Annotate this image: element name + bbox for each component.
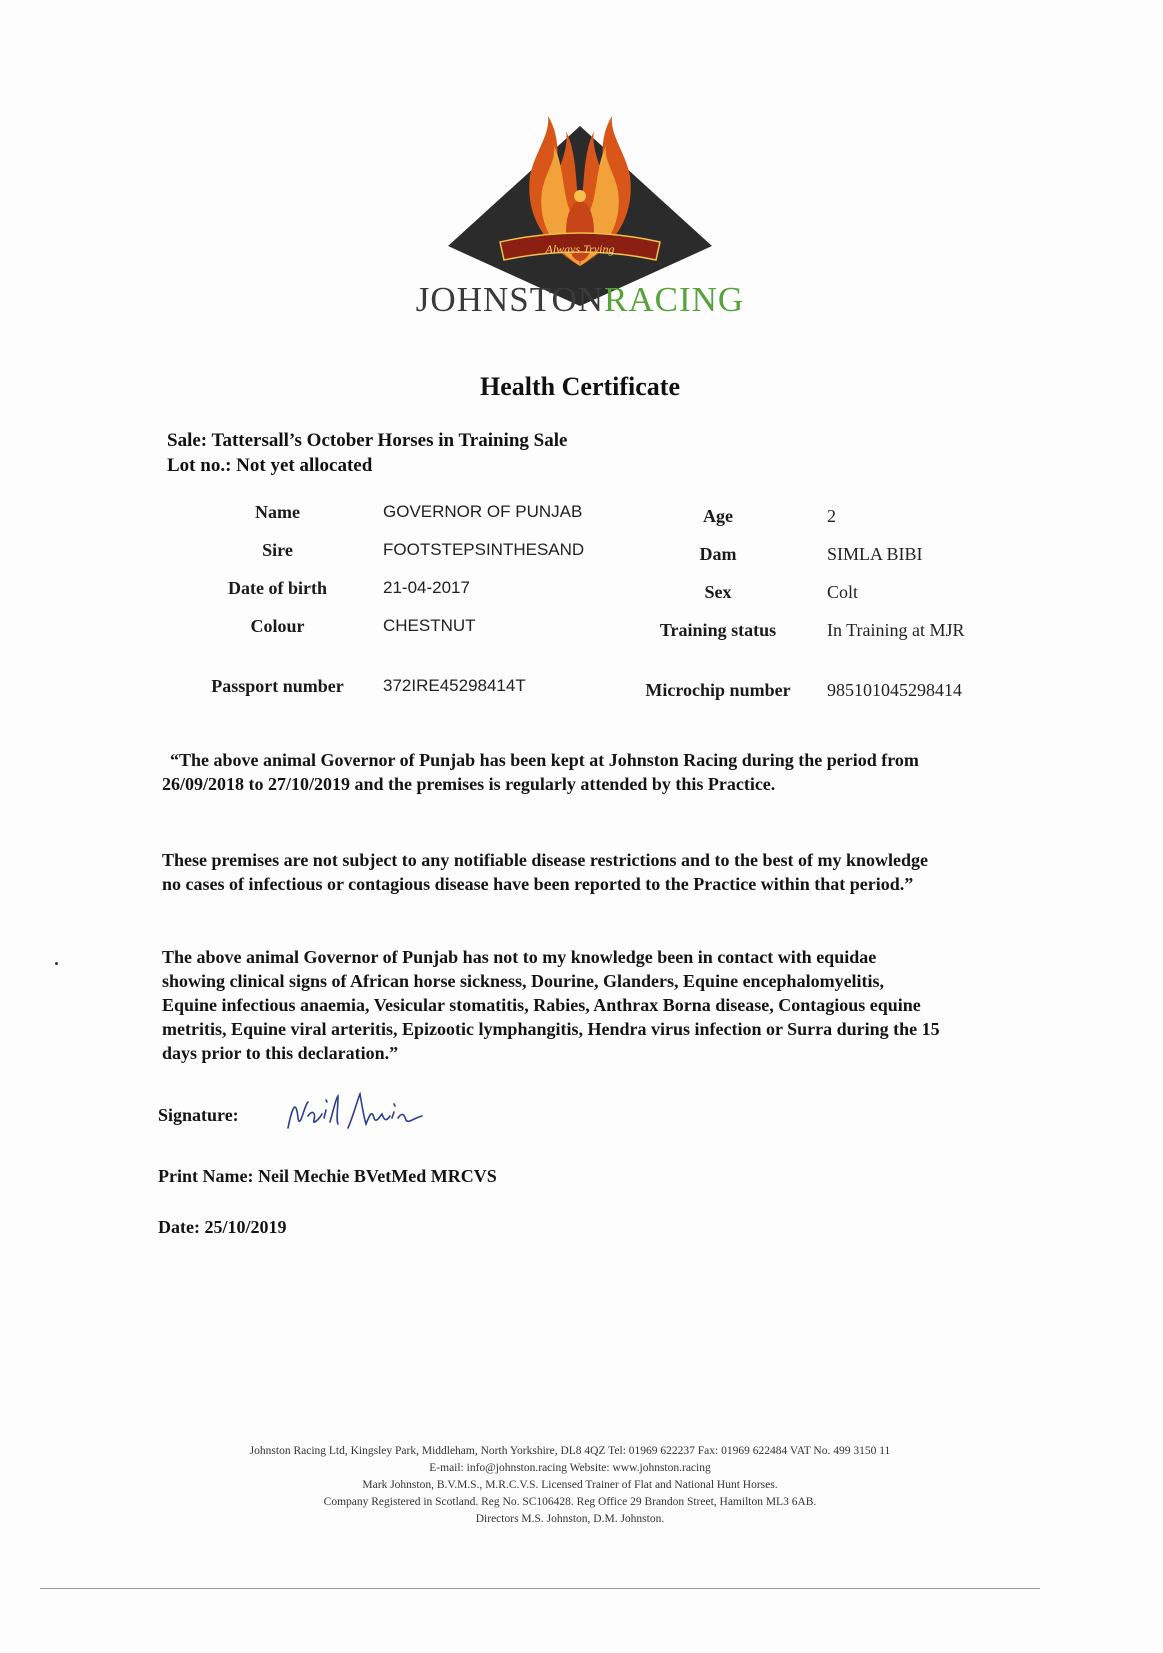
brand-part-johnston: JOHNSTON [415,280,605,319]
signature-date: Date: 25/10/2019 [158,1217,287,1237]
declaration-paragraph-3: The above animal Governor of Punjab has not to my knowledge been in contact with equidae showing clinical signs of African horse sickness, Dourine, Glanders, Equine encephalomyelitis, Equine infectious anaemia, Vesicular stomatitis, Rabies, Anthrax Borna disease, Contagious equine metritis, Equine viral arteritis, Epizootic lymphangitis, Hendra virus infection or Surra during the 15 days prior to this declaration.” [162,947,940,1063]
page-title: Health Certificate [480,372,680,401]
value-passport-number: 372IRE45298414T [383,676,526,695]
lot-line: Lot no.: Not yet allocated [167,455,373,476]
footer-divider [40,1588,1040,1589]
value-microchip-number: 985101045298414 [827,680,962,700]
value-date-of-birth: 21-04-2017 [383,578,470,597]
footer-line-registration: Company Registered in Scotland. Reg No. SC106428. Reg Office 29 Brandon Street, Hamilton ML3 6AB. [323,1496,817,1508]
footer-line-directors: Directors M.S. Johnston, D.M. Johnston. [475,1513,665,1525]
value-sire: FOOTSTEPSINTHESAND [383,540,585,559]
table-row [190,676,997,714]
value-dam: SIMLA BIBI [827,544,923,564]
sale-line: Sale: Tattersall’s October Horses in Training Sale [167,430,568,451]
value-sex: Colt [827,582,859,602]
value-age: 2 [827,506,836,526]
scan-speck [55,962,58,965]
brand-name [350,280,810,320]
horse-details-table [190,502,997,714]
logo-banner-text: Always Trying [545,242,615,256]
label-name: Name [255,502,300,522]
footer-line-trainer: Mark Johnston, B.V.M.S., M.R.C.V.S. Licensed Trainer of Flat and National Hunt Horses. [362,1479,778,1491]
footer [110,1443,1030,1528]
handwritten-signature [282,1088,432,1138]
label-sex: Sex [704,582,732,602]
label-training-status: Training status [659,620,777,640]
table-row [190,616,997,676]
print-name: Print Name: Neil Mechie BVetMed MRCVS [158,1166,497,1186]
table-row [190,502,997,540]
footer-line-contact: E-mail: info@johnston.racing Website: www.johnston.racing [429,1462,711,1474]
declaration-paragraph-2: These premises are not subject to any notifiable disease restrictions and to the best of my knowledge no cases of infectious or contagious disease have been reported to the Practice within that period.” [162,850,928,894]
signature-label: Signature: [158,1105,239,1125]
label-date-of-birth: Date of birth [228,578,327,598]
value-training-status: In Training at MJR [827,620,965,640]
table-row [190,540,997,578]
label-sire: Sire [262,540,293,560]
label-passport-number: Passport number [211,676,344,696]
label-dam: Dam [699,544,737,564]
value-name: GOVERNOR OF PUNJAB [383,502,583,521]
label-age: Age [703,506,733,526]
value-colour: CHESTNUT [383,616,476,635]
sale-info [167,428,567,478]
label-microchip-number: Microchip number [645,680,791,700]
label-colour: Colour [250,616,305,636]
brand-part-racing: RACING [604,280,745,319]
table-row [190,578,997,616]
footer-line-address: Johnston Racing Ltd, Kingsley Park, Middleham, North Yorkshire, DL8 4QZ Tel: 01969 622237 Fax: 01969 622484 VAT No. 499 3150 11 [249,1445,891,1457]
declaration-paragraph-1: “The above animal Governor of Punjab has been kept at Johnston Racing during the period from 26/09/2018 to 27/10/2019 and the premises is regularly attended by this Practice. [162,750,919,794]
